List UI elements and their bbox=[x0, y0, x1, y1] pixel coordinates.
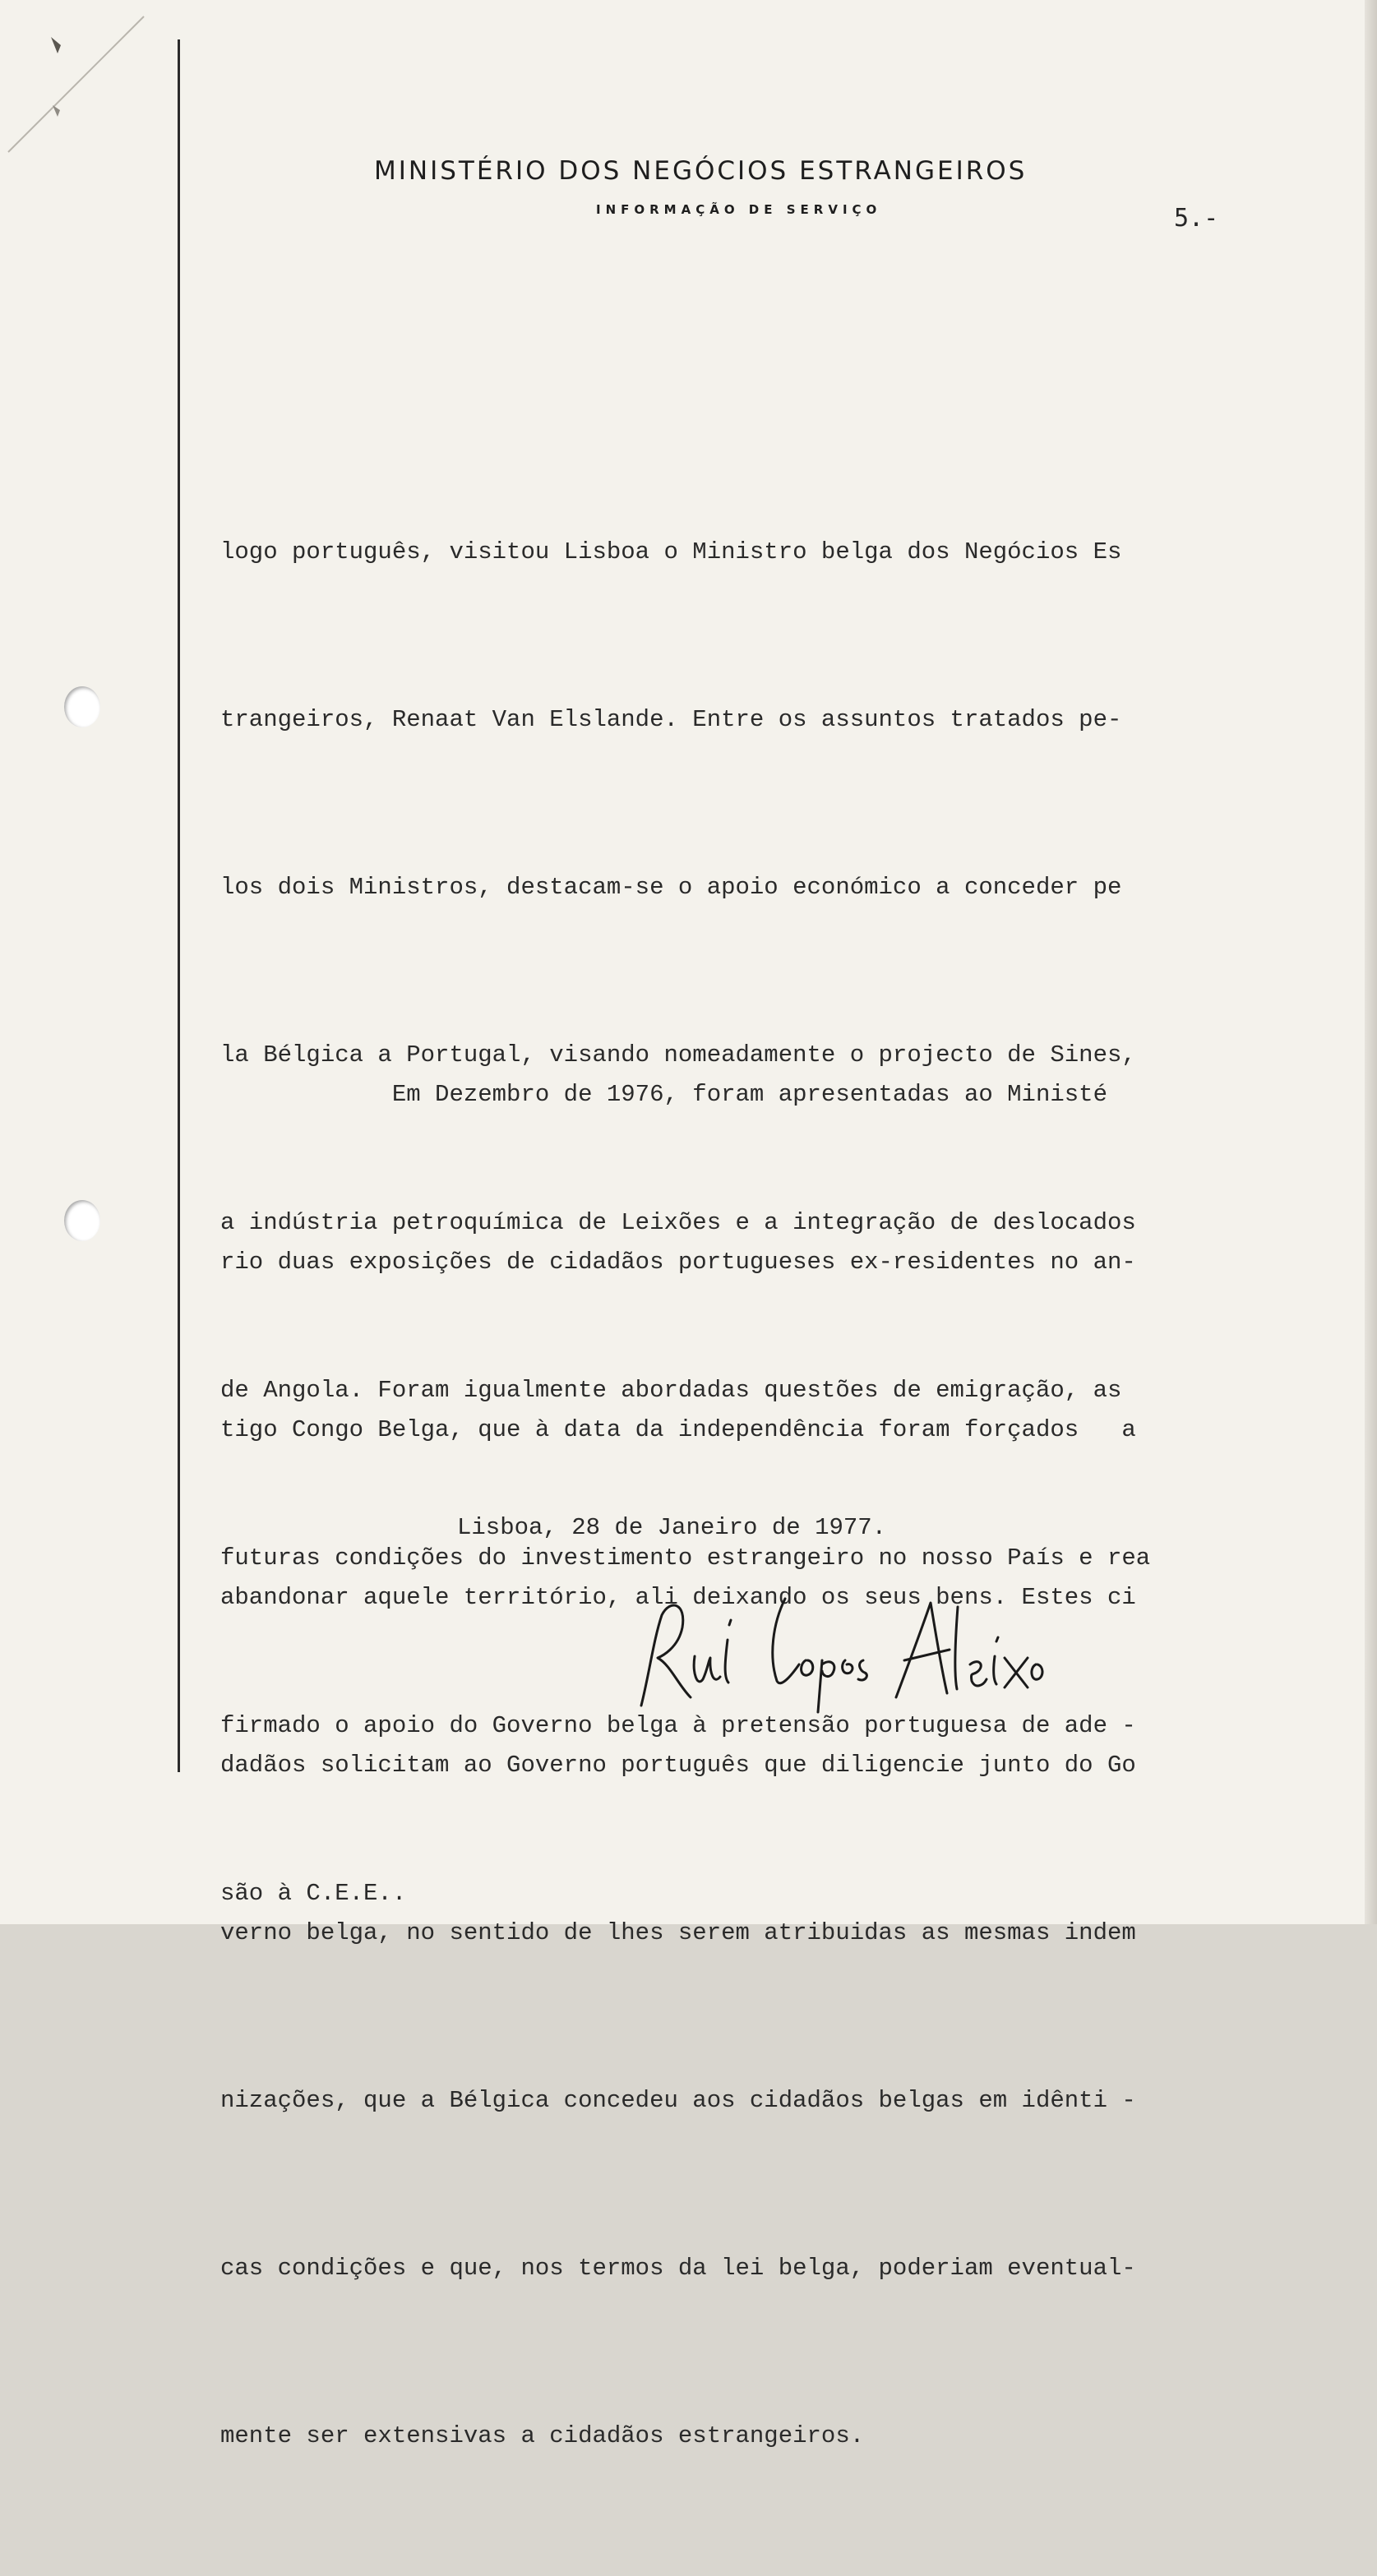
text-line: a indústria petroquímica de Leixões e a integração de deslocados bbox=[220, 1209, 1136, 1236]
text-line: logo português, visitou Lisboa o Ministro belga dos Negócios Es bbox=[220, 538, 1122, 566]
text-line: los dois Ministros, destacam-se o apoio económico a conceder pe bbox=[220, 874, 1122, 901]
text-line: firmado o apoio do Governo belga à pretensão portuguesa de ade - bbox=[220, 1712, 1136, 1739]
punch-hole bbox=[64, 686, 100, 727]
ministry-title: MINISTÉRIO DOS NEGÓCIOS ESTRANGEIROS bbox=[374, 156, 1028, 186]
text-line: nizações, que a Bélgica concedeu aos cidadãos belgas em idênti - bbox=[220, 2087, 1136, 2114]
text-line: trangeiros, Renaat Van Elslande. Entre os assuntos tratados pe- bbox=[220, 706, 1122, 733]
text-line: de Angola. Foram igualmente abordadas questões de emigração, as bbox=[220, 1377, 1122, 1404]
folded-corner-mark bbox=[0, 0, 156, 164]
margin-rule bbox=[178, 39, 180, 1772]
text-line: abandonar aquele território, ali deixando os seus bens. Estes ci bbox=[220, 1584, 1136, 1611]
page-number: 5.- bbox=[1174, 204, 1219, 233]
text-line: dadãos solicitam ao Governo português que diligencie junto do Go bbox=[220, 1752, 1136, 1779]
letterhead bbox=[374, 156, 1147, 217]
text-line: mente ser extensivas a cidadãos estrangeiros. bbox=[220, 2422, 865, 2449]
handwritten-signature bbox=[625, 1582, 1052, 1714]
place-and-date: Lisboa, 28 de Janeiro de 1977. bbox=[457, 1514, 887, 1541]
text-line: rio duas exposições de cidadãos portugueses ex-residentes no an- bbox=[220, 1249, 1136, 1276]
paragraph-2 bbox=[220, 955, 1314, 2576]
text-line: verno belga, no sentido de lhes serem atribuidas as mesmas indem bbox=[220, 1919, 1136, 1946]
text-line: são à C.E.E.. bbox=[220, 1880, 407, 1907]
text-line: cas condições e que, nos termos da lei belga, poderiam eventual- bbox=[220, 2255, 1136, 2282]
text-line: tigo Congo Belga, que à data da independência foram forçados a bbox=[220, 1416, 1136, 1443]
text-line: futuras condições do investimento estrangeiro no nosso País e rea bbox=[220, 1544, 1151, 1572]
text-line: Em Dezembro de 1976, foram apresentadas ao Ministé bbox=[220, 1081, 1107, 1108]
page-edge-shadow bbox=[1365, 0, 1377, 1924]
punch-hole bbox=[64, 1200, 100, 1241]
service-subtitle: INFORMAÇÃO DE SERVIÇO bbox=[596, 202, 882, 217]
text-line: la Bélgica a Portugal, visando nomeadamente o projecto de Sines, bbox=[220, 1041, 1136, 1069]
